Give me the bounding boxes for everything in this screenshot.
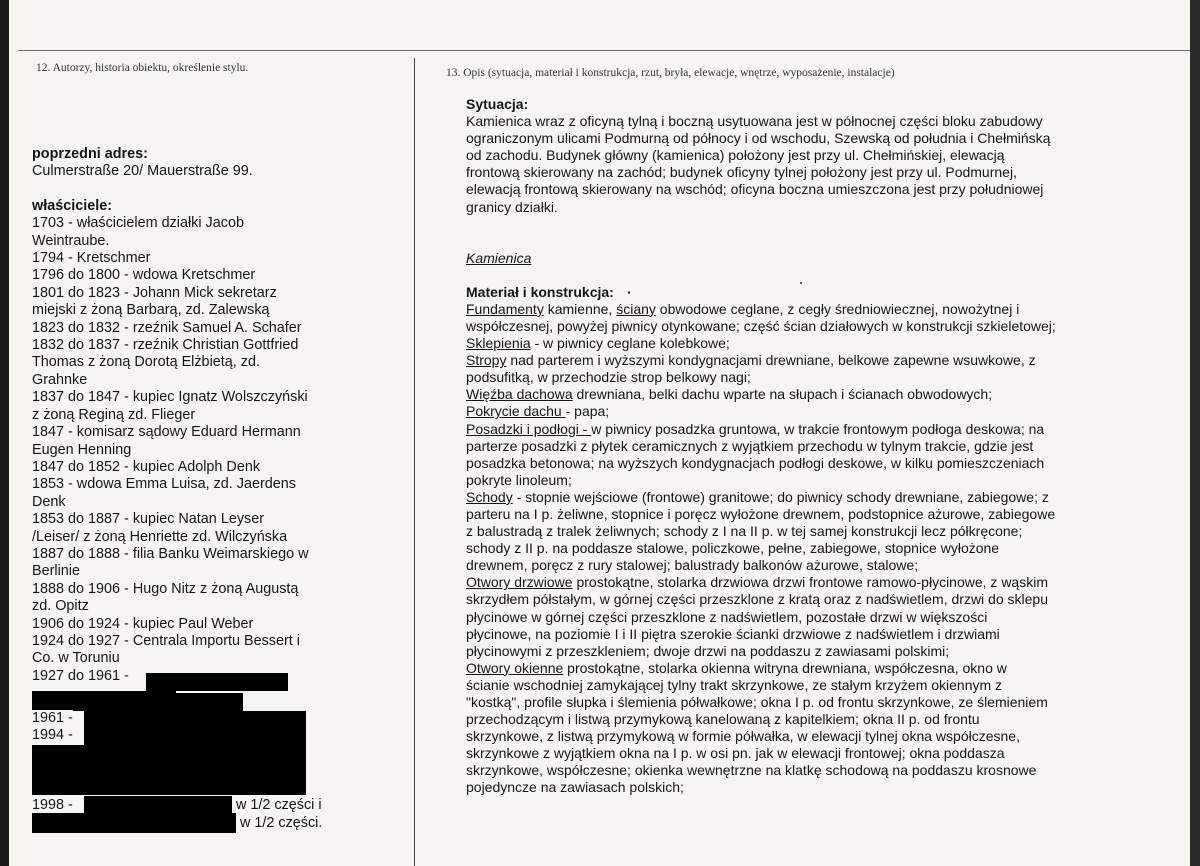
- material-desc: nad parterem i wyższymi kondygnacjami drewniane, belkowe zapewne wsuwkowe, z: [506, 352, 1036, 369]
- section-13-header: 13. Opis (sytuacja, materiał i konstrukcja, rzut, bryła, elewacje, wnętrze, wyposażenie, instalacje): [446, 67, 895, 79]
- material-text: [466, 301, 1166, 797]
- material-desc: parterze posadzki z płytek ceramicznych z wyjątkiem przechodu w tylnym trakcie, gdzie jest: [466, 437, 1034, 454]
- material-term: Stropy: [466, 352, 507, 369]
- material-desc: kamienne,: [543, 300, 617, 317]
- material-desc: pojedyncze na zawiasach polskich;: [466, 779, 684, 796]
- redaction-block: [84, 796, 232, 814]
- material-desc: płycinowe w górnej części przeszklone z nadświetlem, pozostałe drzwi w większości: [466, 608, 988, 625]
- situation-line: Kamienica wraz z oficyną tylną i boczną usytuowana jest w północnej części bloku zabudowy: [466, 113, 1043, 130]
- owner-entry: 1847 do 1852 - kupiec Adolph Denk: [32, 458, 261, 475]
- material-desc: podsufitką, w przechodzie strop belkowy nagi;: [466, 369, 751, 386]
- owner-entry: zd. Opitz: [32, 598, 89, 615]
- owner-entry: 1801 do 1823 - Johann Mick sekretarz: [32, 284, 277, 301]
- owner-1994: 1994 -: [32, 727, 73, 743]
- material-term: Posadzki i podłogi -: [466, 420, 592, 437]
- material-desc: płycinowymi z przeszkleniem; dwoje drzwi na poddaszu z zawiasami polskimi;: [466, 642, 950, 659]
- material-desc: obwodowe ceglane, z cegły średniowiecznej, nowożytnej i: [655, 300, 1020, 317]
- owner-entry: 1823 do 1832 - rzeźnik Samuel A. Schafer: [32, 319, 302, 336]
- material-desc: drewnem, poręcz z rury stalowej; balustrady balkonów ażurowe, stalowe;: [466, 557, 919, 574]
- section-12-header: 12. Autorzy, historia obiektu, określenie stylu.: [36, 62, 249, 74]
- material-line: [466, 386, 1166, 403]
- scan-speck: [800, 282, 802, 284]
- material-desc: skrzynkowe, z listwą przymykową w formie półwałka, w elewacji tylnej okna współczesne,: [466, 728, 1020, 745]
- owner-entry: 1832 do 1837 - rzeźnik Christian Gottfried: [32, 337, 299, 354]
- owner-entry: 1794 - Kretschmer: [32, 250, 151, 267]
- material-term: Więźba dachowa: [466, 386, 573, 403]
- material-desc: schody z II p. na poddasze stalowe, policzkowe, pełne, zabiegowe, stopnice wyłożone: [466, 540, 1000, 557]
- redaction-block: [175, 693, 243, 711]
- redaction-block: [32, 745, 306, 795]
- owners-list: [32, 215, 342, 668]
- owner-entry: 1888 do 1906 - Hugo Nitz z żoną Augustą: [32, 580, 299, 597]
- owner-entry: /Leiser/ z żoną Henriette zd. Wilczyńska: [32, 528, 288, 545]
- situation-line: od zachodu. Budynek główny (kamienica) położony jest przy ul. Chełmińskiej, elewacją: [466, 147, 1005, 164]
- owner-1998: 1998 -: [32, 797, 73, 813]
- redaction-block: [84, 727, 306, 745]
- material-desc: pokryte linoleum;: [466, 471, 572, 488]
- description-column: [466, 96, 1166, 797]
- owner-entry: 1853 do 1887 - kupiec Natan Leyser: [32, 511, 265, 528]
- material-desc: posadzka betonowa; na wyższych kondygnacjach podłogi deskowe, w kilku pomieszczeniach: [466, 454, 1045, 471]
- owner-entry: 1924 do 1927 - Centrala Importu Bessert i: [32, 632, 300, 649]
- owner-entry: 1837 do 1847 - kupiec Ignatz Wolszczyński: [32, 389, 308, 406]
- redaction-block: [146, 673, 288, 691]
- owners-label: właściciele:: [32, 197, 112, 214]
- owner-entry: 1906 do 1924 - kupiec Paul Weber: [32, 615, 254, 632]
- prev-address: Culmerstraße 20/ Mauerstraße 99.: [32, 163, 253, 180]
- owner-entry: miejski z żoną Barbarą, zd. Zalewską: [32, 302, 270, 319]
- situation-text: [466, 113, 1166, 216]
- material-line: [466, 455, 1166, 472]
- material-desc: prostokątne, stolarka drzwiowa drzwi frontowe ramowo-płycinowe, z wąskim: [572, 574, 1048, 591]
- material-line: [466, 301, 1166, 318]
- material-term: Sklepienia: [466, 335, 531, 352]
- situation-line: granicy działki.: [466, 198, 558, 215]
- material-desc: - stopnie wejściowe (frontowe) granitowe; do piwnicy schody drewniane, zabiegowe; z: [512, 488, 1049, 505]
- material-line: [466, 438, 1166, 455]
- material-line: [466, 369, 1166, 386]
- form-top-rule: [18, 50, 1190, 51]
- share-half-2: w 1/2 części.: [240, 815, 323, 831]
- material-line: [466, 728, 1166, 745]
- material-desc: skrzynkowe z wyjątkiem okna na I p. w osi pn. jak w elewacji frontowej; okna poddasza: [466, 745, 1005, 762]
- situation-line: frontową skierowany na zachód; budynek oficyny tylnej położony jest przy ul. Podmurnej,: [466, 164, 1017, 181]
- situation-line: ograniczonym ulicami Podmurną od północy i od wschodu, Szewską od południa i Chełmińską: [466, 130, 1051, 147]
- owner-1961: 1961 -: [32, 710, 73, 726]
- kamienica-heading: Kamienica: [466, 249, 532, 266]
- share-half-1: w 1/2 części i: [236, 797, 322, 813]
- material-line: [466, 540, 1166, 557]
- situation-line: elewacją frontową skierowany na wschód; oficyna boczna umieszczona jest przy południowej: [466, 181, 1044, 198]
- material-term: ściany: [616, 300, 656, 317]
- material-desc: "kostką", profile słupka i ślemienia półwałkowe; okna I p. od frontu skrzynkowe, ze ślemieniem: [466, 694, 1048, 710]
- history-column: [32, 146, 342, 685]
- material-line: [466, 318, 1166, 335]
- material-desc: współczesnej, powyżej piwnicy otynkowane; część ścian działowych w konstrukcji szkieletowej;: [466, 317, 1056, 334]
- material-desc: prostokątne, stolarka okienna witryna drewniana, współczesna, okno w: [563, 659, 1007, 676]
- owner-entry: 1703 - właścicielem działki Jacob: [32, 215, 244, 232]
- material-line: [466, 523, 1166, 540]
- material-line: [466, 711, 1166, 728]
- material-line: [466, 677, 1166, 694]
- material-line: [466, 421, 1166, 438]
- owner-entry: Eugen Henning: [32, 441, 132, 458]
- owner-entry: Grahnke: [32, 371, 88, 388]
- prev-address-label: poprzedni adres:: [32, 146, 148, 162]
- scan-edge-left: [0, 0, 9, 866]
- owner-entry: z żoną Reginą zd. Flieger: [32, 406, 196, 423]
- owner-entry: Thomas z żoną Dorotą Elżbietą, zd.: [32, 354, 260, 371]
- material-desc: ścianie wschodniej zamykającej tylny trakt skrzynkowe, ze stałym krzyżem okiennym z: [466, 676, 1003, 693]
- material-line: [466, 694, 1166, 711]
- column-divider: [414, 58, 415, 866]
- material-line: [466, 352, 1166, 369]
- redaction-block: [32, 813, 236, 833]
- material-term: Schody: [466, 488, 513, 505]
- material-label: Materiał i konstrukcja:: [466, 283, 614, 300]
- material-desc: drewniana, belki dachu wparte na słupach i ścianach obwodowych;: [572, 386, 993, 403]
- material-line: [466, 506, 1166, 523]
- owner-entry: 1796 do 1800 - wdowa Kretschmer: [32, 267, 256, 284]
- owner-entry: Berlinie: [32, 563, 80, 580]
- material-line: [466, 472, 1166, 489]
- material-term: Otwory drzwiowe: [466, 574, 573, 591]
- material-desc: w piwnicy posadzka gruntowa, w trakcie frontowym podłoga deskowa; na: [591, 420, 1045, 437]
- owner-entry: 1847 - komisarz sądowy Eduard Hermann: [32, 424, 301, 441]
- material-desc: skrzydłem półstałym, w górnej części przeszklone z kratą oraz z nadświetlem, drzwi do sklepu: [466, 591, 1048, 608]
- material-desc: skrzynkowe, współczesne; okienka wewnętrzne na klatkę schodową na poddaszu krosnowe: [466, 762, 1037, 779]
- owner-entry: 1853 - wdowa Emma Luisa, zd. Jaerdens: [32, 476, 296, 493]
- material-line: [466, 609, 1166, 626]
- material-line: [466, 626, 1166, 643]
- material-term: Otwory okienne: [466, 659, 564, 676]
- material-term: Pokrycie dachu: [466, 403, 566, 420]
- owner-entry: Co. w Toruniu: [32, 650, 120, 667]
- scan-speck: [628, 291, 630, 294]
- material-line: [466, 762, 1166, 779]
- material-line: [466, 745, 1166, 762]
- owner-entry: Denk: [32, 493, 66, 510]
- material-term: Fundamenty: [466, 300, 544, 317]
- material-desc: - papa;: [565, 403, 610, 420]
- material-line: [466, 643, 1166, 660]
- owner-entry: 1887 do 1888 - filia Banku Weimarskiego w: [32, 545, 309, 562]
- material-line: [466, 660, 1166, 677]
- material-line: [466, 489, 1166, 506]
- scan-edge-right: [1190, 0, 1200, 866]
- redaction-block: [32, 691, 176, 711]
- material-line: [466, 557, 1166, 574]
- material-line: [466, 335, 1166, 352]
- material-desc: parteru na I p. żeliwne, stopnice i poręcz wyłożone drewnem, podstopnice ażurowe, zabiegowe: [466, 505, 1056, 522]
- material-desc: przechodzącym i listwą przymykową kanelowaną z kapitelkiem; okna II p. od frontu: [466, 711, 980, 728]
- material-desc: płycinowe, na poziomie I i II piętra szerokie ścianki drzwiowe z nadświetlem i drzwiami: [466, 625, 1000, 642]
- owner-1927: 1927 do 1961 -: [32, 667, 129, 684]
- material-line: [466, 591, 1166, 608]
- material-desc: z balustradą z tralek żeliwnych; schody z I na II p. w tej samej konstrukcji lecz półkręcone;: [466, 523, 1023, 540]
- material-line: [466, 403, 1166, 420]
- material-line: [466, 574, 1166, 591]
- owner-entry: Weintraube.: [32, 232, 110, 249]
- situation-label: Sytuacja:: [466, 96, 529, 112]
- material-desc: - w piwnicy ceglane kolebkowe;: [530, 335, 730, 352]
- material-line: [466, 779, 1166, 796]
